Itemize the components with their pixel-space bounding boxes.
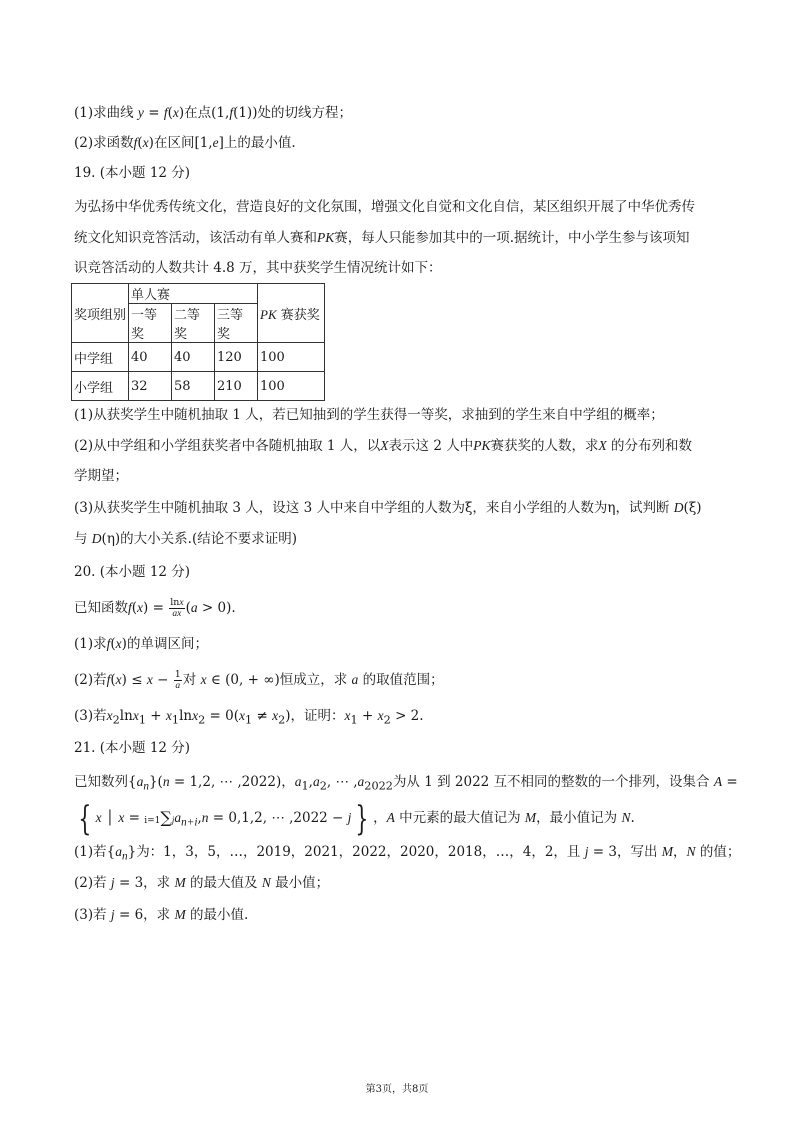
table-col-first: 一等奖 (129, 304, 172, 343)
q21-sub2: (2)若 j = 3，求 M 的最大值及 N 最小值； (74, 875, 330, 891)
q21-header: 21. (本小题 12 分) (74, 740, 191, 756)
table-row (72, 372, 325, 401)
q19-pk-term: PK (317, 230, 335, 245)
awards-table (71, 283, 325, 401)
q20-sub3: (3)若$x_2\ln x_1 + x_1\ln x_2 = 0(x_1 \ne x_2)$，证明：$x_1 + x_2 > 2$. (74, 708, 424, 727)
q19-sub2-a: (2)从中学组和小学组获奖者中各随机抽取 1 人，以 (74, 438, 381, 454)
q19-intro2-a: 统文化知识竞答活动，该活动有单人赛和 (74, 230, 317, 246)
q20-header: 20. (本小题 12 分) (74, 564, 191, 580)
q20-sub1-b: 的单调区间； (126, 636, 208, 652)
q18-part2: (2)求函数f(x)在区间[1,e]上的最小值. (74, 135, 296, 151)
table-cell: 40 (172, 343, 215, 372)
table-cell: 210 (215, 372, 258, 401)
page-footer: 第3页，共8页 (365, 1084, 429, 1095)
q21-sub1: (1)若$\{a_n\}$为：1，3，5，…，2019，2021，2022，2020，2018，…，4，2，且 j = 3，写出 M，N 的值； (74, 844, 741, 863)
pk-label: PK (260, 306, 277, 322)
q21-intro-a: 已知数列 (74, 774, 128, 790)
q21-sub1-a: (1)若 (74, 844, 107, 860)
q21-sub2-b: ，求 (143, 875, 171, 891)
table-cell: 中学组 (72, 343, 129, 372)
q19-sub3-cont: 与 D(η)的大小关系.(结论不要求证明) (74, 531, 297, 547)
q21-sub3-a: (3)若 (74, 907, 107, 923)
q18-part2-text3: 上的最小值. (223, 135, 296, 151)
q21-set-definition: { x │ $x = i=1\sum ja_{n+i},n = 0,1,2$, ⋯ ,2022 − j } ，A 中元素的最大值记为 M，最小值记为 N. (78, 798, 635, 839)
q18-part2-text2: 在区间 (153, 135, 195, 151)
q19-sub2-b: 表示这 2 人中 (388, 438, 474, 454)
q19-intro-line1: 为弘扬中华优秀传统文化，营造良好的文化氛围，增强文化自觉和文化自信，某区组织开展了中华优秀传 (74, 199, 695, 215)
table-col-second: 二等奖 (172, 304, 215, 343)
q19-sub2: (2)从中学组和小学组获奖者中各随机抽取 1 人，以X表示这 2 人中PK赛获奖的人数，求X 的分布列和数 (74, 438, 693, 454)
q21-set-tail: 中元素的最大值记为 (399, 810, 521, 826)
q19-sub3: (3)从获奖学生中随机抽取 3 人，设这 3 人中来自中学组的人数为ξ，来自小学组的人数为η，试判断 D(ξ) (74, 500, 702, 516)
q20-sub3-a: (3)若 (74, 708, 107, 724)
q19-sub1: (1)从获奖学生中随机抽取 1 人，若已知抽到的学生获得一等奖，求抽到的学生来自中学组的概率； (74, 407, 664, 423)
q21-sub1-c: ，写出 (616, 844, 658, 860)
q18-part1-text: (1)求曲线 (74, 105, 134, 121)
table-cell: 小学组 (72, 372, 129, 401)
table-pk-header (258, 284, 325, 343)
q21-intro-b: 为从 1 到 2022 互不相同的整数的一个排列，设集合 (392, 774, 710, 790)
q19-header: 19. (本小题 12 分) (74, 165, 191, 181)
table-row (72, 343, 325, 372)
q21-sub3-b: ，求 (143, 907, 171, 923)
q20-intro: 已知函数f(x) = $\frac{\ln x}{ax}$ (a > 0). (74, 597, 236, 619)
q18-part1-text2: 在点 (184, 105, 212, 121)
q20-sub2-a: (2)若 (74, 672, 107, 688)
table-cell: 58 (172, 372, 215, 401)
q19-sub2-d: 的分布列和数 (611, 438, 693, 454)
q20-sub2-c: 恒成立，求 (279, 672, 348, 688)
table-cell: 40 (129, 343, 172, 372)
q21-sub2-d: 最小值； (275, 875, 330, 891)
q21-set-tail2: ，最小值记为 (536, 810, 618, 826)
q19-sub2-pk: PK (473, 438, 491, 453)
q19-intro2-b: 赛，每人只能参加其中的一项.据统计，中小学生参与该项知 (334, 230, 690, 246)
table-cell: 100 (258, 343, 325, 372)
q19-sub2-cont: 学期望； (74, 468, 128, 484)
table-col-third: 三等奖 (215, 304, 258, 343)
table-single-header: 单人赛 (129, 284, 258, 304)
q21-sub3: (3)若 j = 6，求 M 的最小值. (74, 907, 249, 923)
q20-sub2: (2)若f(x) ≤ x − $\frac{1}{a}$ 对 x ∈ (0, + ∞)恒成立，求 a 的取值范围； (74, 669, 444, 691)
q19-sub3-a: (3)从获奖学生中随机抽取 3 人，设这 3 人中来自中学组的人数为ξ，来自小学组的人数为η，试判断 (74, 500, 670, 516)
q21-sub1-b: 为：1，3，5，…，2019，2021，2022，2020，2018，…，4，2，且 (136, 844, 581, 860)
q21-sub2-a: (2)若 (74, 875, 107, 891)
q20-sub2-b: 对 (182, 672, 197, 688)
q20-sub3-b: ，证明： (290, 708, 345, 724)
q21-sub2-c: 的最大值及 (190, 875, 258, 891)
q21-intro: 已知数列$\{a_n\}(n = 1,2$, ⋯ ,2022)，$a_1,a_2$, ⋯ $,a_{2022}$为从 1 到 2022 互不相同的整数的一个排列，设集合 A = (74, 774, 738, 793)
q20-sub1-a: (1)求 (74, 636, 107, 652)
q20-intro-a: 已知函数 (74, 600, 128, 616)
q19-sub3-c: 的大小关系.(结论不要求证明) (120, 531, 297, 547)
q19-sub2-c: 赛获奖的人数，求 (490, 438, 599, 454)
pk-suffix: 赛获奖 (276, 307, 320, 323)
table-cell: 32 (129, 372, 172, 401)
q20-sub2-d: 的取值范围； (362, 672, 444, 688)
q19-intro-line2 (74, 228, 690, 248)
table-corner-cell: 奖项组别 (72, 284, 129, 343)
q19-sub3-b: 与 (74, 531, 88, 547)
table-cell: 100 (258, 372, 325, 401)
q18-part1-text3: 处的切线方程； (257, 105, 352, 121)
q19-intro-line3: 识竞答活动的人数共计 4.8 万，其中获奖学生情况统计如下： (74, 260, 442, 276)
q21-sub1-d: 的值； (699, 844, 741, 860)
q20-sub1: (1)求f(x)的单调区间； (74, 636, 208, 652)
q18-part2-text: (2)求函数 (74, 135, 134, 151)
q21-sub3-c: 的最小值. (190, 907, 249, 923)
q18-part1: (1)求曲线 y = f(x)在点(1,f(1))处的切线方程； (74, 105, 352, 121)
table-cell: 120 (215, 343, 258, 372)
